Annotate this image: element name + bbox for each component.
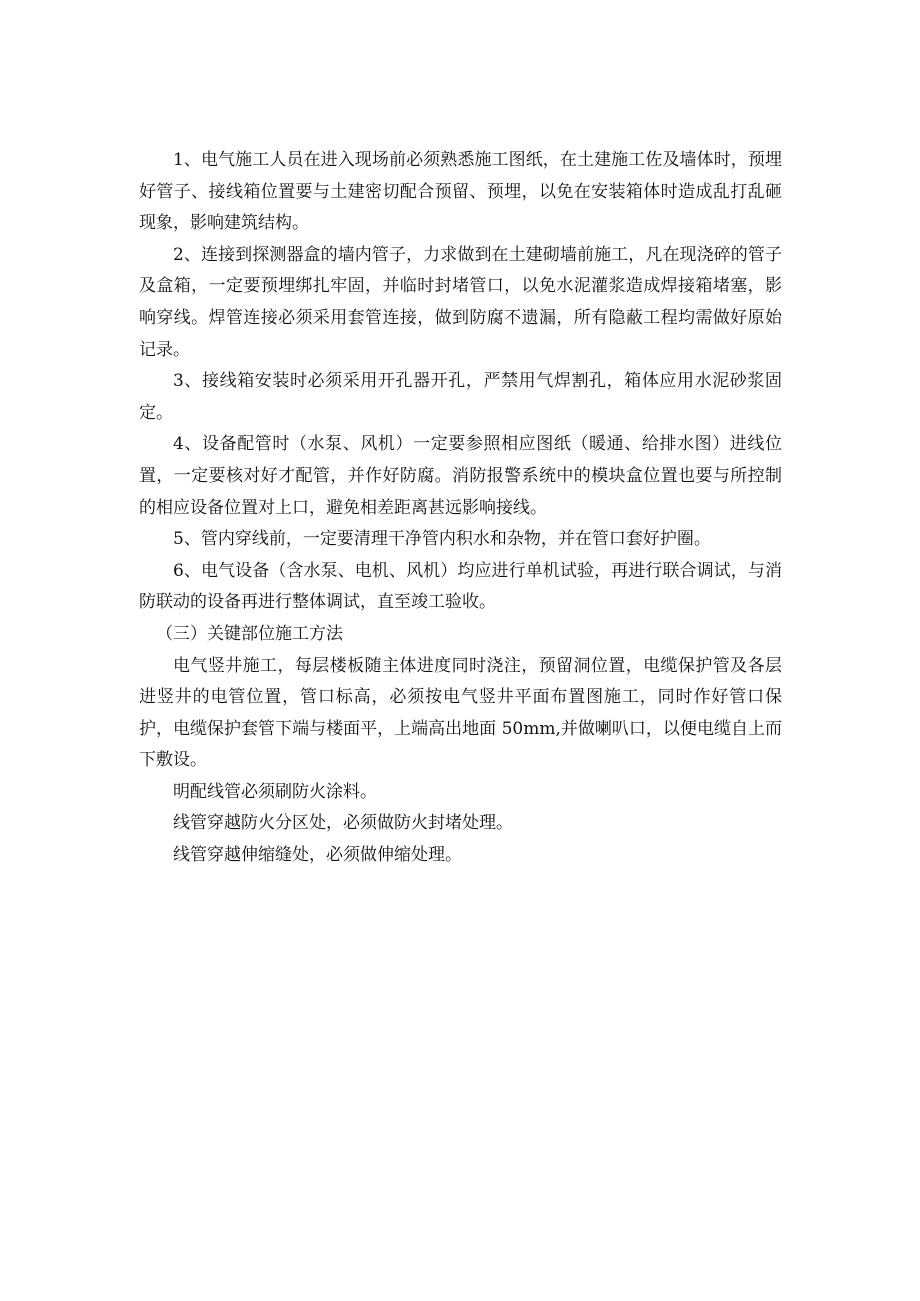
paragraph-item-4: 4、设备配管时（水泵、风机）一定要参照相应图纸（暖通、给排水图）进线位置，一定要核对好才配管，并作好防腐。消防报警系统中的模块盒位置也要与所控制的相应设备位置对上口，避免相差距离甚远影响接线。 (139, 434, 782, 518)
paragraph-item-1: 1、电气施工人员在进入现场前必须熟悉施工图纸，在土建施工佐及墙体时，预埋好管子、接线箱位置要与土建密切配合预留、预埋，以免在安装箱体时造成乱打乱砸现象，影响建筑结构。 (139, 150, 782, 234)
document-body (139, 145, 782, 872)
paragraph-expansion-joint: 线管穿越伸缩缝处，必须做伸缩处理。 (173, 845, 462, 866)
paragraph-item-3: 3、接线箱安装时必须采用开孔器开孔，严禁用气焊割孔，箱体应用水泥砂浆固定。 (139, 371, 782, 423)
paragraph-item-6: 6、电气设备（含水泵、电机、风机）均应进行单机试验，再进行联合调试，与消防联动的设备再进行整体调试，直至竣工验收。 (139, 560, 782, 613)
paragraph-fire-sealing: 线管穿越防火分区处，必须做防火封堵处理。 (173, 813, 513, 834)
paragraph-shaft-construction: 电气竖井施工，每层楼板随主体进度同时浇注，预留洞位置，电缆保护管及各层进竖井的电管位置，管口标高，必须按电气竖井平面布置图施工，同时作好管口保护，电缆保护套管下端与楼面平，上端高出地面 50mm,并做喇叭口，以便电缆自上而下敷设。 (139, 655, 782, 771)
paragraph-item-5: 5、管内穿线前，一定要清理干净管内积水和杂物，并在管口套好护圈。 (173, 529, 711, 550)
paragraph-item-2: 2、连接到探测器盒的墙内管子，力求做到在土建砌墙前施工，凡在现浇碎的管子及盒箱，一定要预埋绑扎牢固，并临时封堵管口，以免水泥灌浆造成焊接箱堵塞，影响穿线。焊管连接必须采用套管连接，做到防腐不遗漏，所有隐蔽工程均需做好原始记录。 (139, 244, 782, 360)
section-heading: （三）关键部位施工方法 (156, 623, 343, 644)
paragraph-fireproof-coating: 明配线管必须刷防火涂料。 (173, 781, 377, 802)
